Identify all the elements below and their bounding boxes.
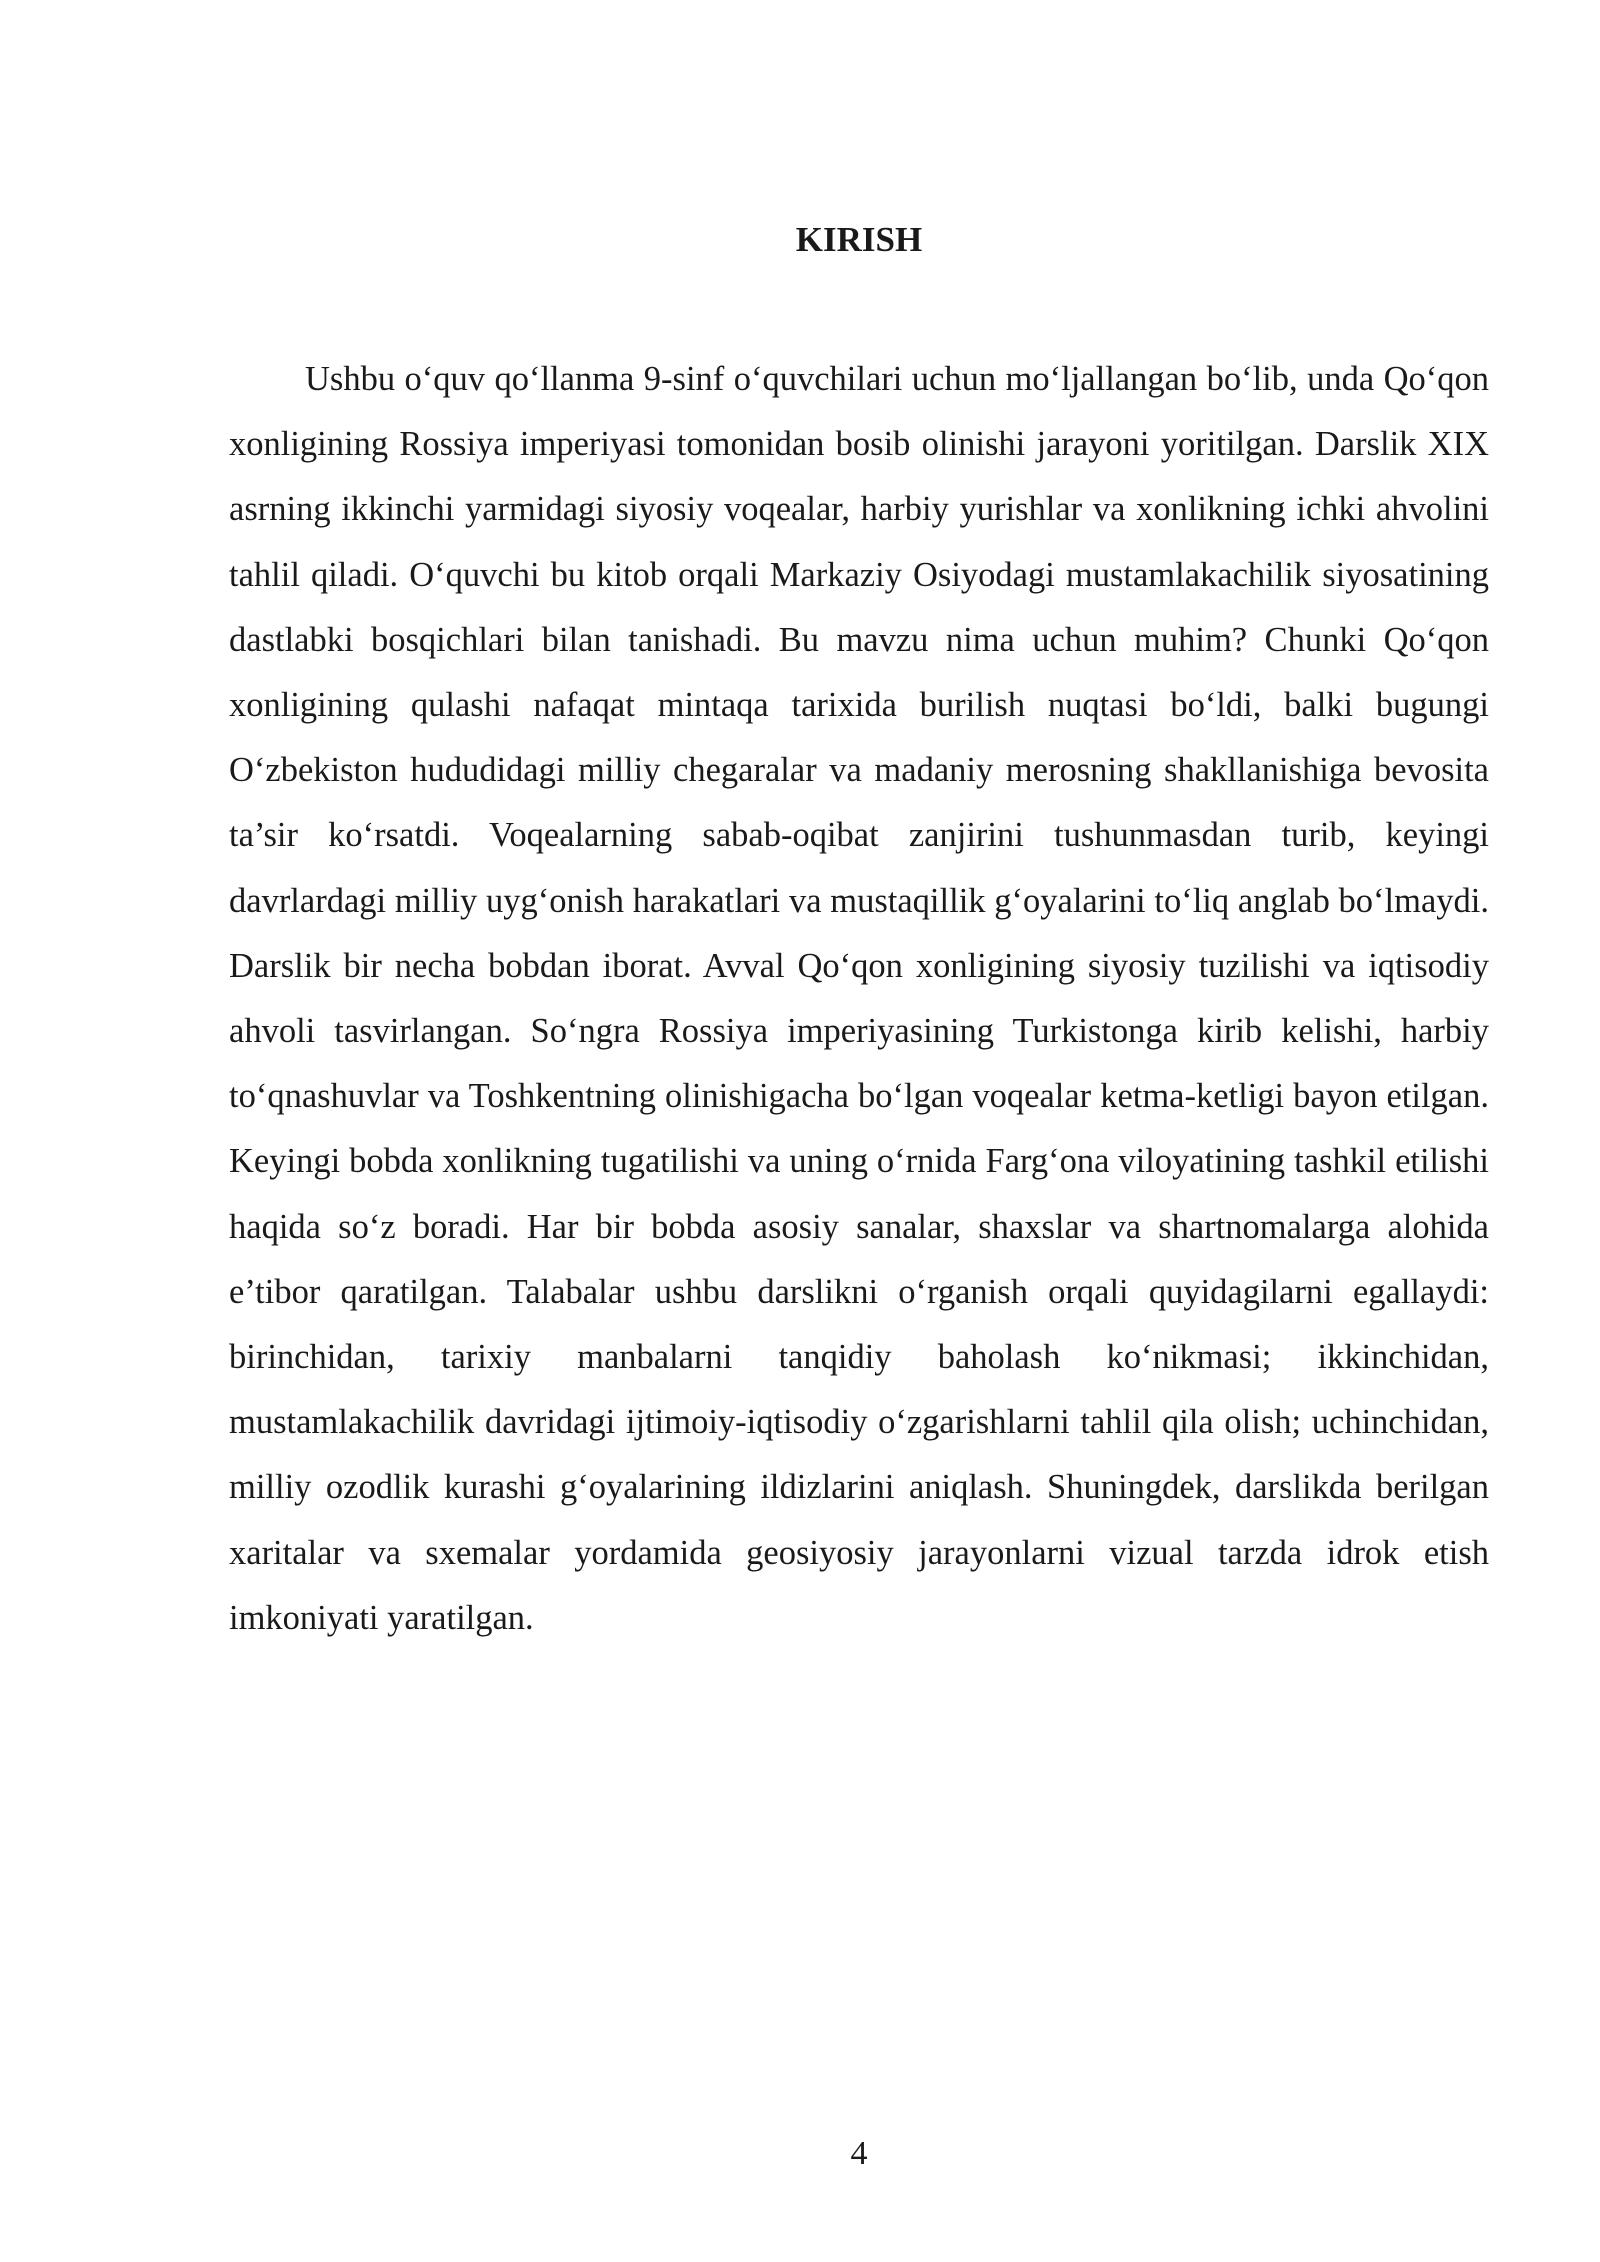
intro-paragraph: Ushbu o‘quv qo‘llanma 9-sinf o‘quvchilari uchun mo‘ljallangan bo‘lib, unda Qo‘qon xonligining Rossiya imperiyasi tomonidan bosib olinishi jarayoni yoritilgan. Darslik XIX asrning ikkinchi yarmidagi siyosiy voqealar, harbiy yurishlar va xonlikning ichki ahvolini tahlil qiladi. O‘quvchi bu kitob orqali Markaziy Osiyodagi mustamlakachilik siyosatining dastlabki bosqichlari bilan tanishadi. Bu mavzu nima uchun muhim? Chunki Qo‘qon xonligining qulashi nafaqat mintaqa tarixida burilish nuqtasi bo‘ldi, balki bugungi O‘zbekiston hududidagi milliy chegaralar va madaniy merosning shakllanishiga bevosita ta’sir ko‘rsatdi. Voqealarning sabab-oqibat zanjirini tushunmasdan turib, keyingi davrlardagi milliy uyg‘onish harakatlari va mustaqillik g‘oyalarini to‘liq anglab bo‘lmaydi. Darslik bir necha bobdan iborat. Avval Qo‘qon xonligining siyosiy tuzilishi va iqtisodiy ahvoli tasvirlangan. So‘ngra Rossiya imperiyasining Turkistonga kirib kelishi, harbiy to‘qnashuvlar va Toshkentning olinishigacha bo‘lgan voqealar ketma-ketligi bayon etilgan. Keyingi bobda xonlikning tugatilishi va uning o‘rnida Farg‘ona viloyatining tashkil etilishi haqida so‘z boradi. Har bir bobda asosiy sanalar, shaxslar va shartnomalarga alohida e’tibor qaratilgan. Talabalar ushbu darslikni o‘rganish orqali quyidagilarni egallaydi: birinchidan, tarixiy manbalarni tanqidiy baholash ko‘nikmasi; ikkinchidan, mustamlakachilik davridagi ijtimoiy-iqtisodiy o‘zgarishlarni tahlil qila olish; uchinchidan, milliy ozodlik kurashi g‘oyalarining ildizlarini aniqlash. Shuningdek, darslikda berilgan xaritalar va sxemalar yordamida geosiyosiy jarayonlarni vizual tarzda idrok etish imkoniyati yaratilgan. — [229, 360, 1489, 1637]
page-number: 4 — [850, 2135, 868, 2172]
section-heading: KIRISH — [795, 220, 923, 259]
